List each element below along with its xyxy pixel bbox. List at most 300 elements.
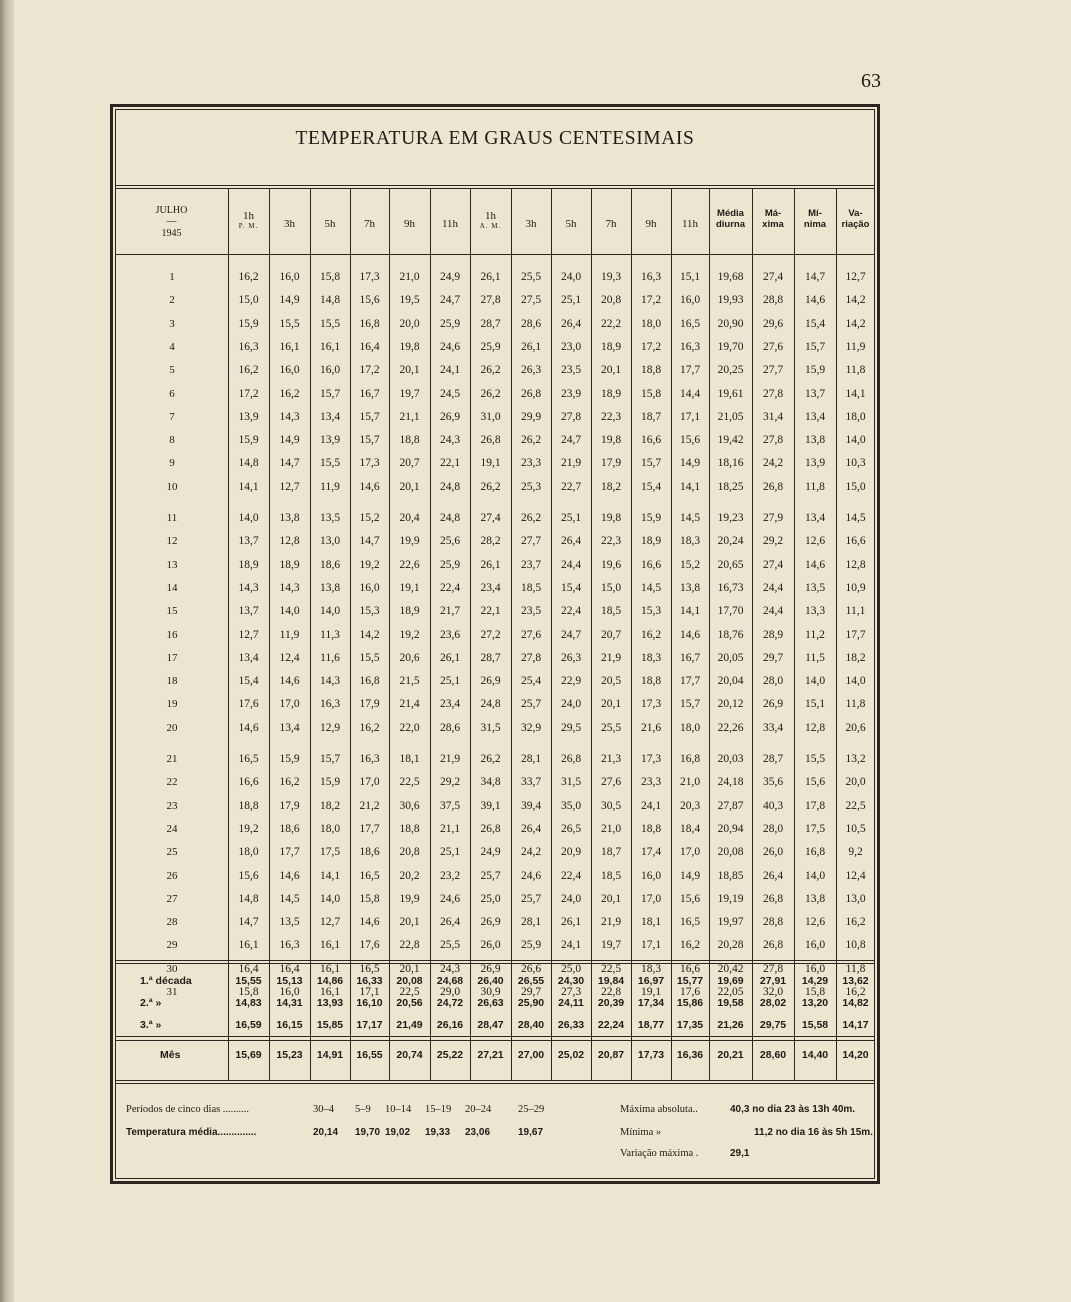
temp-cell: 20,1 (399, 364, 420, 377)
table-row (0, 934, 1071, 957)
summary-value: 15,77 (676, 975, 704, 987)
temp-cell: 19,9 (399, 535, 420, 548)
day-number: 23 (166, 799, 178, 812)
temp-cell: 25,0 (480, 892, 501, 905)
summary-value: 21,49 (396, 1019, 423, 1031)
temp-cell: 16,0 (679, 294, 701, 307)
footer-period: 15–19 (425, 1104, 452, 1115)
temp-cell: 20,7 (399, 457, 420, 470)
summary-value: 14,82 (842, 997, 869, 1009)
temp-cell: 29,5 (560, 721, 582, 734)
footer-period: 25–29 (518, 1104, 545, 1115)
temp-cell: 16,8 (359, 317, 380, 330)
temp-cell: 22,6 (399, 558, 420, 571)
temp-cell: 11,3 (320, 628, 340, 641)
summary-value: 28,02 (759, 997, 787, 1009)
temp-cell: 15,6 (359, 294, 380, 307)
temp-cell: 16,5 (238, 753, 259, 765)
temp-cell: 14,0 (319, 605, 341, 618)
temp-cell: 20,65 (717, 558, 744, 571)
temp-cell: 24,4 (560, 558, 582, 571)
temp-cell: 24,6 (439, 340, 461, 353)
footer-temp: 23,06 (465, 1127, 491, 1138)
temp-cell: 15,4 (238, 675, 259, 688)
temp-cell: 26,0 (762, 846, 784, 859)
temp-cell: 14,5 (640, 581, 662, 594)
temp-cell: 15,8 (640, 387, 662, 400)
temp-cell: 14,0 (279, 605, 300, 618)
temp-cell: 26,1 (439, 651, 461, 664)
temp-cell: 19,7 (600, 939, 622, 952)
temp-cell: 13,0 (319, 535, 341, 548)
temp-cell: 25,1 (439, 675, 461, 688)
temp-cell: 20,4 (399, 512, 420, 524)
summary-value: 19,58 (717, 997, 744, 1009)
temp-cell: 16,1 (319, 986, 341, 998)
temp-cell: 17,3 (640, 753, 662, 765)
temp-cell: 17,7 (845, 628, 866, 641)
temp-cell: 26,8 (762, 892, 784, 905)
table-row (0, 452, 1071, 475)
temp-cell: 16,2 (679, 939, 701, 952)
temp-cell: 18,5 (600, 605, 622, 618)
temp-cell: 16,1 (319, 939, 341, 952)
day-number: 1 (169, 271, 175, 283)
temp-cell: 18,9 (600, 340, 622, 353)
temp-cell: 30,5 (600, 799, 622, 812)
temp-cell: 15,7 (359, 410, 380, 423)
temp-cell: 15,7 (640, 457, 662, 470)
temp-cell: 25,1 (560, 294, 582, 307)
temp-cell: 18,3 (679, 535, 701, 548)
temp-cell: 17,4 (640, 846, 662, 859)
temp-cell: 13,4 (279, 721, 300, 734)
summary-row (0, 1014, 1071, 1037)
summary-value: 16,10 (356, 997, 383, 1009)
summary-value: 26,16 (436, 1019, 464, 1031)
temp-cell: 15,7 (359, 434, 380, 447)
temp-cell: 39,4 (520, 799, 542, 812)
temp-cell: 26,1 (480, 558, 501, 571)
temp-cell: 12,8 (279, 535, 300, 548)
temp-cell: 18,6 (279, 822, 300, 835)
temp-cell: 22,5 (399, 986, 420, 998)
summary-value: 15,69 (235, 1049, 262, 1061)
temp-cell: 19,1 (480, 457, 501, 470)
temp-cell: 15,7 (319, 387, 341, 400)
temp-cell: 20,24 (717, 535, 744, 548)
temp-cell: 14,7 (359, 535, 380, 548)
temp-cell: 17,9 (279, 799, 300, 812)
temp-cell: 14,0 (804, 869, 826, 882)
temp-cell: 16,0 (804, 939, 826, 952)
summary-value: 15,85 (316, 1019, 344, 1031)
temp-cell: 24,9 (480, 846, 501, 859)
temp-cell: 22,4 (560, 869, 582, 882)
day-number: 18 (166, 675, 178, 688)
temp-cell: 16,5 (359, 962, 380, 975)
table-row (0, 266, 1071, 289)
footer-temp: 19,33 (425, 1127, 451, 1138)
temp-cell: 28,0 (762, 822, 784, 835)
table-row (0, 530, 1071, 553)
temp-cell: 15,2 (359, 512, 380, 524)
temp-cell: 29,9 (520, 410, 542, 423)
temp-cell: 18,9 (600, 387, 622, 400)
divider-footer-2 (115, 1083, 875, 1084)
temp-cell: 16,6 (238, 776, 259, 789)
temp-cell: 11,8 (845, 698, 866, 711)
summary-value: 22,24 (597, 1019, 625, 1031)
header-5h: 5h (565, 218, 577, 230)
temp-cell: 15,3 (359, 605, 380, 618)
temp-cell: 14,2 (845, 294, 866, 307)
footer-temp: 19,67 (518, 1127, 544, 1138)
temp-cell: 18,0 (238, 846, 259, 859)
temp-cell: 14,6 (359, 480, 380, 493)
day-number: 9 (169, 457, 175, 470)
summary-row (0, 970, 1071, 993)
summary-value: 20,56 (396, 997, 423, 1009)
temp-cell: 15,9 (319, 776, 341, 789)
temp-cell: 20,0 (399, 317, 420, 330)
footer-var-label: Variação máxima . (620, 1148, 699, 1159)
summary-value: 24,11 (558, 997, 584, 1009)
summary-value: 15,58 (801, 1019, 829, 1031)
temp-cell: 26,8 (480, 434, 501, 447)
divider-month-pre (115, 1036, 875, 1037)
temp-cell: 17,2 (238, 387, 259, 400)
temp-cell: 11,5 (805, 651, 825, 664)
temp-cell: 26,9 (480, 675, 501, 688)
summary-value: 24,72 (436, 997, 464, 1009)
summary-value: 25,22 (436, 1049, 464, 1061)
header-3h: 3h (525, 218, 537, 230)
temp-cell: 16,4 (359, 340, 380, 353)
temp-cell: 14,6 (804, 294, 826, 307)
temp-cell: 20,28 (717, 939, 744, 952)
table-row (0, 289, 1071, 312)
temp-cell: 26,1 (480, 271, 501, 283)
temp-cell: 27,6 (600, 776, 622, 789)
summary-value: 26,63 (477, 997, 504, 1009)
temp-cell: 26,0 (480, 939, 501, 952)
temp-cell: 14,7 (238, 916, 259, 929)
temp-cell: 13,8 (804, 892, 826, 905)
temp-cell: 19,2 (399, 628, 420, 641)
divider-month (115, 1040, 875, 1041)
temp-cell: 21,0 (679, 776, 701, 789)
temp-cell: 18,7 (600, 846, 622, 859)
day-number: 11 (166, 512, 178, 524)
temp-cell: 18,5 (520, 581, 542, 594)
temp-cell: 15,5 (279, 317, 300, 330)
temp-cell: 14,2 (359, 628, 380, 641)
temp-cell: 23,5 (520, 605, 542, 618)
temp-cell: 14,5 (679, 512, 701, 524)
temp-cell: 17,6 (359, 939, 380, 952)
temp-cell: 18,2 (600, 480, 622, 493)
temp-cell: 25,5 (600, 721, 622, 734)
temp-cell: 22,05 (717, 986, 744, 998)
temp-cell: 16,1 (319, 962, 341, 975)
temp-cell: 15,6 (804, 776, 826, 789)
temp-cell: 28,2 (480, 535, 501, 548)
temp-cell: 14,9 (679, 457, 701, 470)
summary-value: 16,36 (676, 1049, 704, 1061)
temp-cell: 25,9 (439, 317, 461, 330)
day-number: 29 (166, 939, 178, 952)
temp-cell: 14,5 (279, 892, 300, 905)
summary-value: 14,83 (235, 997, 262, 1009)
temp-cell: 14,0 (804, 675, 826, 688)
temp-cell: 13,9 (319, 434, 341, 447)
temp-cell: 16,0 (279, 986, 300, 998)
temp-cell: 17,6 (238, 698, 259, 711)
temp-cell: 13,2 (845, 753, 866, 765)
summary-value: 20,87 (597, 1049, 625, 1061)
day-number: 14 (166, 581, 178, 594)
temp-cell: 21,0 (399, 271, 420, 283)
day-number: 20 (166, 721, 178, 734)
temp-cell: 16,0 (640, 869, 662, 882)
temp-cell: 15,9 (279, 753, 300, 765)
temp-cell: 16,3 (640, 271, 662, 283)
temp-cell: 27,8 (560, 410, 582, 423)
temp-cell: 18,8 (640, 822, 662, 835)
temp-cell: 27,8 (762, 387, 784, 400)
temp-cell: 17,2 (640, 294, 662, 307)
header-1h-a-m: 1h A. M. (479, 210, 502, 230)
temp-cell: 30,9 (480, 986, 501, 998)
temp-cell: 28,8 (762, 294, 784, 307)
temp-cell: 25,9 (480, 340, 501, 353)
temp-cell: 21,1 (439, 822, 461, 835)
summary-value: 24,68 (436, 975, 464, 987)
summary-value: 16,97 (637, 975, 665, 987)
summary-value: 28,60 (759, 1049, 787, 1061)
summary-value: 14,86 (316, 975, 344, 987)
day-number: 22 (166, 776, 178, 789)
temp-cell: 18,9 (238, 558, 259, 571)
footer-min-text: 11,2 no dia 16 às 5h 15m. (754, 1127, 873, 1138)
temp-cell: 19,8 (600, 434, 622, 447)
summary-value: 29,75 (759, 1019, 787, 1031)
temp-cell: 27,87 (717, 799, 744, 812)
temp-cell: 26,4 (560, 535, 582, 548)
temp-cell: 26,4 (520, 822, 542, 835)
day-number: 31 (166, 986, 178, 998)
temp-cell: 16,2 (238, 364, 259, 377)
temp-cell: 18,9 (279, 558, 300, 571)
temp-cell: 24,9 (439, 271, 461, 283)
temp-cell: 16,3 (279, 939, 300, 952)
temp-cell: 15,7 (804, 340, 826, 353)
temp-cell: 40,3 (762, 799, 784, 812)
temp-cell: 19,68 (717, 271, 744, 283)
temp-cell: 16,5 (359, 869, 380, 882)
temp-cell: 26,8 (560, 753, 582, 765)
temp-cell: 24,3 (439, 962, 461, 975)
day-number: 30 (166, 962, 178, 975)
temp-cell: 12,7 (845, 271, 866, 283)
table-row (0, 476, 1071, 499)
temp-cell: 28,7 (480, 317, 501, 330)
temp-cell: 12,8 (804, 721, 826, 734)
temp-cell: 10,3 (845, 457, 866, 470)
summary-value: 14,17 (842, 1019, 869, 1031)
temp-cell: 22,3 (600, 410, 622, 423)
table-row (0, 795, 1071, 818)
temp-cell: 19,42 (717, 434, 744, 447)
header-m-dia-diurna: Média diurna (715, 208, 746, 230)
temp-cell: 20,05 (717, 651, 744, 664)
temp-cell: 18,7 (640, 410, 662, 423)
temp-cell: 17,0 (359, 776, 380, 789)
temp-cell: 21,2 (359, 799, 380, 812)
table-row (0, 507, 1071, 530)
temp-cell: 25,5 (439, 939, 461, 952)
temp-cell: 17,3 (359, 457, 380, 470)
temp-cell: 39,1 (480, 799, 501, 812)
temp-cell: 19,8 (600, 512, 622, 524)
temp-cell: 15,5 (804, 753, 826, 765)
temp-cell: 15,7 (679, 698, 701, 711)
footer-temp: 19,02 (385, 1127, 411, 1138)
temp-cell: 26,1 (520, 340, 542, 353)
temp-cell: 21,9 (560, 457, 582, 470)
table-row (0, 429, 1071, 452)
temp-cell: 17,5 (804, 822, 826, 835)
temp-cell: 10,8 (845, 939, 866, 952)
temp-cell: 27,5 (520, 294, 542, 307)
temp-cell: 15,4 (804, 317, 826, 330)
temp-cell: 26,3 (560, 651, 582, 664)
temp-cell: 24,7 (560, 434, 582, 447)
temp-cell: 11,8 (845, 962, 866, 975)
temp-cell: 16,8 (679, 753, 701, 765)
table-row (0, 313, 1071, 336)
temp-cell: 15,6 (238, 869, 259, 882)
temp-cell: 24,8 (439, 512, 461, 524)
temp-cell: 22,5 (399, 776, 420, 789)
temp-cell: 15,8 (359, 892, 380, 905)
summary-value: 15,13 (276, 975, 303, 987)
temp-cell: 14,8 (238, 457, 259, 470)
temp-cell: 13,4 (804, 512, 826, 524)
footer-period: 10–14 (385, 1104, 412, 1115)
temp-cell: 17,0 (679, 846, 701, 859)
temp-cell: 21,1 (399, 410, 420, 423)
temp-cell: 26,9 (762, 698, 784, 711)
temp-cell: 13,7 (238, 535, 259, 548)
temp-cell: 14,8 (238, 892, 259, 905)
temp-cell: 22,8 (399, 939, 420, 952)
temp-cell: 33,4 (762, 721, 784, 734)
temp-cell: 18,85 (717, 869, 744, 882)
summary-value: 17,17 (356, 1019, 383, 1031)
temp-cell: 13,5 (319, 512, 341, 524)
temp-cell: 19,2 (238, 822, 259, 835)
temp-cell: 26,6 (520, 962, 542, 975)
temp-cell: 11,8 (845, 364, 866, 377)
temp-cell: 18,76 (717, 628, 744, 641)
temp-cell: 28,7 (480, 651, 501, 664)
temp-cell: 16,6 (640, 434, 662, 447)
temp-cell: 26,4 (762, 869, 784, 882)
page-number: 63 (861, 70, 881, 92)
temp-cell: 17,0 (279, 698, 300, 711)
temp-cell: 16,73 (717, 581, 744, 594)
temp-cell: 24,3 (439, 434, 461, 447)
temp-cell: 14,1 (319, 869, 341, 882)
temp-cell: 32,0 (762, 986, 784, 998)
table-row (0, 359, 1071, 382)
temp-cell: 12,6 (804, 535, 826, 548)
temp-cell: 16,8 (804, 846, 826, 859)
temp-cell: 21,05 (717, 410, 744, 423)
temp-cell: 16,7 (679, 651, 701, 664)
temp-cell: 18,1 (640, 916, 662, 929)
table-title: TEMPERATURA EM GRAUS CENTESIMAIS (295, 128, 695, 149)
temp-cell: 14,3 (279, 410, 300, 423)
summary-value: 19,84 (597, 975, 625, 987)
day-number: 13 (166, 558, 178, 571)
temp-cell: 19,6 (600, 558, 622, 571)
temp-cell: 15,4 (560, 581, 582, 594)
temp-cell: 15,9 (238, 317, 259, 330)
temp-cell: 16,4 (238, 962, 259, 975)
temp-cell: 21,9 (439, 753, 461, 765)
temp-cell: 19,1 (640, 986, 662, 998)
temp-cell: 16,7 (359, 387, 380, 400)
temp-cell: 29,6 (762, 317, 784, 330)
temp-cell: 15,1 (679, 271, 701, 283)
temp-cell: 24,7 (560, 628, 582, 641)
temp-cell: 13,9 (804, 457, 826, 470)
divider-title (115, 185, 875, 186)
temp-cell: 15,6 (679, 892, 701, 905)
temp-cell: 14,4 (679, 387, 701, 400)
temp-cell: 28,8 (762, 916, 784, 929)
temp-cell: 18,8 (399, 822, 420, 835)
header-3h: 3h (284, 218, 295, 230)
temp-cell: 25,4 (520, 675, 542, 688)
temp-cell: 16,2 (359, 721, 380, 734)
temp-cell: 28,7 (762, 753, 784, 765)
table-row (0, 717, 1071, 740)
temp-cell: 17,70 (717, 605, 744, 618)
temp-cell: 35,0 (560, 799, 582, 812)
table-row (0, 670, 1071, 693)
temp-cell: 25,7 (520, 892, 542, 905)
temp-cell: 15,8 (804, 986, 826, 998)
temp-cell: 12,4 (279, 651, 300, 664)
temp-cell: 22,9 (560, 675, 582, 688)
temp-cell: 14,0 (319, 892, 341, 905)
temp-cell: 19,5 (399, 294, 420, 307)
header-9h: 9h (645, 218, 657, 230)
table-row (0, 554, 1071, 577)
temp-cell: 19,19 (717, 892, 744, 905)
temp-cell: 14,3 (238, 581, 259, 594)
temp-cell: 15,5 (319, 317, 341, 330)
temp-cell: 13,9 (238, 410, 259, 423)
temp-cell: 22,8 (600, 986, 622, 998)
temp-cell: 27,6 (520, 628, 542, 641)
summary-value: 26,55 (517, 975, 545, 987)
temp-cell: 20,6 (845, 721, 866, 734)
